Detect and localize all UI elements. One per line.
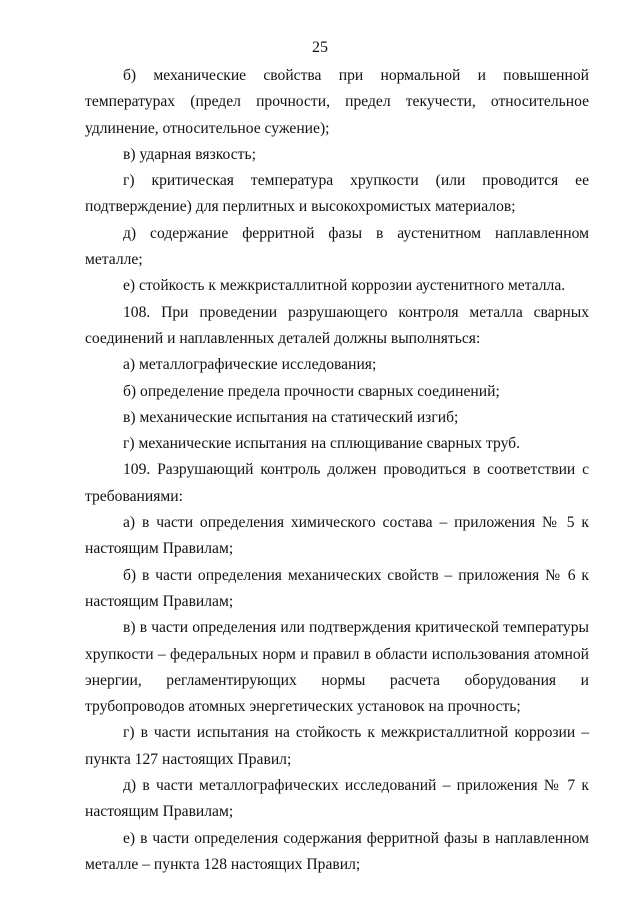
page-number: 25 — [312, 39, 328, 56]
document-body — [85, 63, 589, 878]
paragraph-item-b-mechanical-properties: б) механические свойства при нормальной и повышенной температурах (предел прочности, предел текучести, относительное удлинение, относительное сужение); — [85, 67, 589, 137]
paragraph-clause-109-item-e: е) в части определения содержания ферритной фазы в наплавленном металле – пункта 128 настоящих Правил; — [85, 829, 589, 873]
paragraph-item-g-brittleness-temperature: г) критическая температура хрупкости (или проводится ее подтверждение) для перлитных и высокохромистых материалов; — [85, 172, 589, 216]
paragraph-item-d-ferrite-content: д) содержание ферритной фазы в аустенитном наплавленном металле; — [85, 224, 589, 269]
paragraph-clause-109-item-v: в) в части определения или подтверждения критической температуры хрупкости – федеральных норм и правил в области использования атомной энергии, регламентирующих нормы расчета оборудования и трубопроводов атомных энергетических установок на прочность; — [85, 619, 589, 716]
paragraph-clause-109-item-d: д) в части металлографических исследований – приложения № 7 к настоящим Правилам; — [85, 777, 589, 821]
paragraph-clause-108-item-a: а) металлографические исследования; — [123, 356, 377, 374]
paragraph-clause-108-item-g: г) механические испытания на сплющивание сварных труб. — [123, 435, 521, 453]
paragraph-item-e-corrosion-resistance: е) стойкость к межкристаллитной коррозии аустенитного металла. — [123, 277, 566, 295]
paragraph-item-v-impact-strength: в) ударная вязкость; — [123, 145, 256, 163]
paragraph-clause-109-item-a: а) в части определения химического состава – приложения № 5 к настоящим Правилам; — [85, 514, 589, 558]
paragraph-clause-109-item-b: б) в части определения механических свойств – приложения № 6 к настоящим Правилам; — [85, 566, 589, 610]
paragraph-clause-109-item-g: г) в части испытания на стойкость к межкристаллитной коррозии – пункта 127 настоящих Правил; — [85, 724, 589, 768]
paragraph-clause-109: 109. Разрушающий контроль должен проводиться в соответствии с требованиями: — [85, 461, 589, 505]
paragraph-clause-108: 108. При проведении разрушающего контроля металла сварных соединений и наплавленных деталей должны выполняться: — [85, 303, 589, 347]
paragraph-clause-108-item-v: в) механические испытания на статический изгиб; — [123, 408, 459, 426]
paragraph-clause-108-item-b: б) определение предела прочности сварных соединений; — [123, 382, 500, 400]
